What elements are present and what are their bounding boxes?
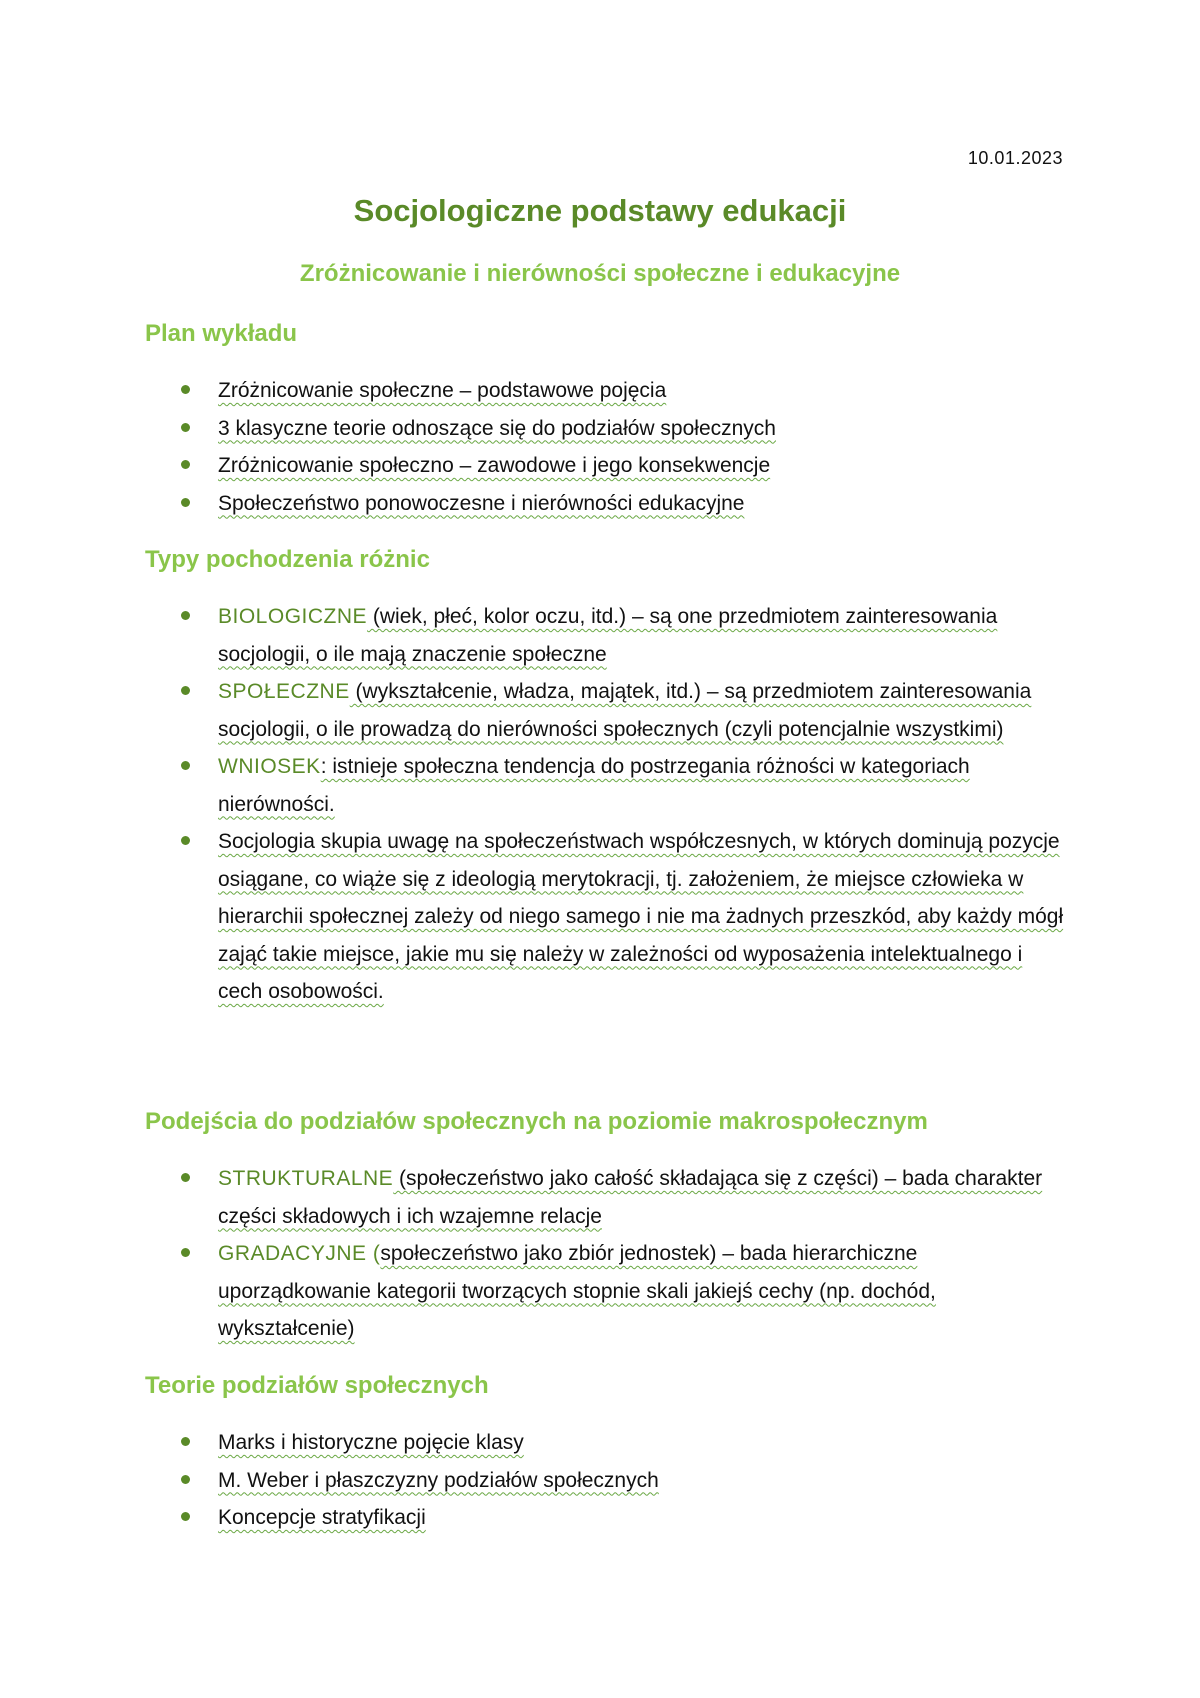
document-subtitle: Zróżnicowanie i nierówności społeczne i edukacyjne [299, 260, 901, 287]
theory-item-text: Marks i historyczne pojęcie klasy [218, 1431, 524, 1454]
bullet-icon [181, 1512, 190, 1521]
list-item-text: społeczeństwo jako zbiór jednostek) – bada hierarchiczne uporządkowanie kategorii tworzących stopnie skali jakiejś cechy (np. dochód, wykształcenie) [218, 1242, 936, 1340]
document-date: 10.01.2023 [967, 148, 1063, 168]
keyword-conclusion: WNIOSEK [218, 755, 321, 778]
list-item [145, 673, 1070, 748]
list-item [145, 1424, 1070, 1462]
theory-item-text: Koncepcje stratyfikacji [218, 1506, 426, 1529]
bullet-icon [181, 1437, 190, 1446]
list-item-text: (społeczeństwo jako całość składająca się z części) – bada charakter części składowych i ich wzajemne relacje [218, 1167, 1043, 1228]
plan-item-text: Zróżnicowanie społeczno – zawodowe i jego konsekwencje [218, 454, 771, 477]
document-title: Socjologiczne podstawy edukacji [353, 193, 847, 228]
list-item [145, 823, 1070, 1011]
theory-item-text: M. Weber i płaszczyzny podziałów społecznych [218, 1468, 659, 1492]
list-item-text: : istnieje społeczna tendencja do postrzegania różności w kategoriach nierówności. [218, 755, 970, 816]
list-item [145, 447, 1070, 485]
bullet-icon [181, 1248, 190, 1257]
plan-item-text: Zróżnicowanie społeczne – podstawowe pojęcia [218, 379, 667, 402]
list-item [145, 372, 1070, 410]
bullet-icon [181, 498, 190, 507]
list-item-text: (wiek, płeć, kolor oczu, itd.) – są one przedmiotem zainteresowania socjologii, o ile mają znaczenie społeczne [218, 605, 998, 666]
plan-item-text: 3 klasyczne teorie odnoszące się do podziałów społecznych [218, 416, 776, 440]
heading-approaches: Podejścia do podziałów społecznych na poziomie makrospołecznym [145, 1108, 928, 1135]
list-item [145, 1462, 1070, 1500]
plan-list [145, 372, 1070, 522]
list-item [145, 1160, 1070, 1235]
keyword-structural: STRUKTURALNE [218, 1167, 394, 1190]
list-item-text: (wykształcenie, władza, majątek, itd.) – są przedmiotem zainteresowania socjologii, o ile prowadzą do nierówności społecznych (czyli potencjalnie wszystkimi) [218, 680, 1032, 741]
heading-types: Typy pochodzenia różnic [145, 546, 430, 573]
list-item-text: Socjologia skupia uwagę na społeczeństwach współczesnych, w których dominują pozycje osiągane, co wiąże się z ideologią merytokracji, tj. założeniem, że miejsce człowieka w hierarchii społecznej zależy od niego samego i nie ma żadnych przeszkód, aby każdy mógł zająć takie miejsce, jakie mu się należy w zależności od wyposażenia intelektualnego i cech osobowości. [218, 830, 1064, 1003]
keyword-gradational: GRADACYJNE ( [218, 1242, 381, 1265]
keyword-biological: BIOLOGICZNE [218, 605, 368, 628]
bullet-icon [181, 836, 190, 845]
bullet-icon [181, 1475, 190, 1484]
bullet-icon [181, 1173, 190, 1182]
theories-list [145, 1424, 1070, 1537]
list-item [145, 485, 1070, 523]
list-item [145, 748, 1070, 823]
bullet-icon [181, 686, 190, 695]
list-item [145, 410, 1070, 448]
plan-item-text: Społeczeństwo ponowoczesne i nierówności edukacyjne [218, 491, 745, 515]
bullet-icon [181, 460, 190, 469]
bullet-icon [181, 761, 190, 770]
approaches-list [145, 1160, 1070, 1348]
bullet-icon [181, 611, 190, 620]
list-item [145, 1499, 1070, 1537]
bullet-icon [181, 385, 190, 394]
types-list [145, 598, 1070, 1011]
heading-theories: Teorie podziałów społecznych [145, 1372, 489, 1399]
bullet-icon [181, 423, 190, 432]
keyword-social: SPOŁECZNE [218, 680, 350, 703]
heading-plan: Plan wykładu [145, 320, 298, 347]
list-item [145, 1235, 1070, 1348]
list-item [145, 598, 1070, 673]
